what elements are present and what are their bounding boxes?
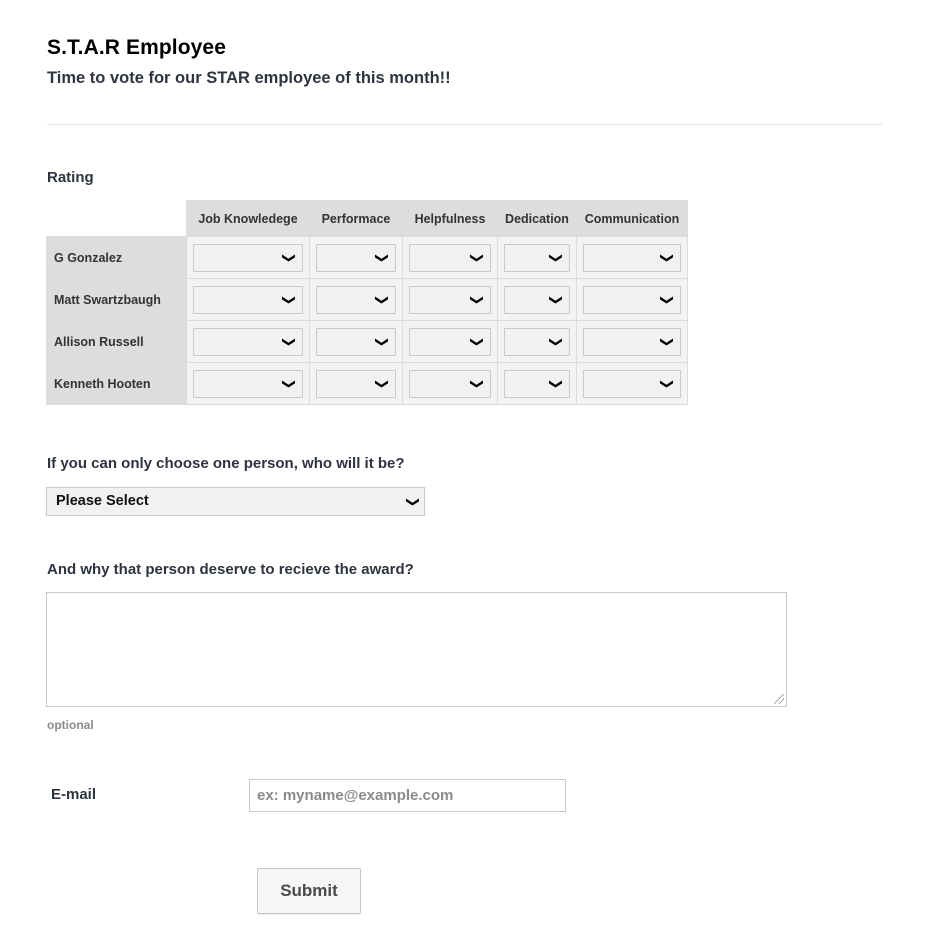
chevron-down-icon: ❯ [374, 252, 390, 263]
matrix-col-helpfulness: Helpfulness [403, 201, 498, 237]
email-field[interactable] [249, 779, 566, 812]
rating-select[interactable] [583, 244, 681, 272]
rating-select[interactable] [504, 328, 570, 356]
matrix-cell [498, 237, 577, 279]
matrix-col-job-knowledge: Job Knowledege [187, 201, 310, 237]
matrix-cell [577, 279, 688, 321]
matrix-cell [403, 237, 498, 279]
header-divider [47, 124, 882, 125]
email-placeholder: ex: myname@example.com [257, 787, 454, 804]
chevron-down-icon: ❯ [281, 294, 297, 305]
rating-select[interactable] [316, 244, 396, 272]
rating-label: Rating [47, 169, 94, 186]
form-subtitle: Time to vote for our STAR employee of this month!! [47, 69, 451, 87]
email-label: E-mail [51, 786, 97, 803]
matrix-cell [577, 321, 688, 363]
rating-select[interactable] [504, 370, 570, 398]
chevron-down-icon: ❯ [548, 252, 564, 263]
choose-person-select[interactable] [46, 487, 425, 516]
matrix-cell [577, 237, 688, 279]
matrix-cell [403, 279, 498, 321]
form-title: S.T.A.R Employee [47, 36, 226, 59]
chevron-down-icon: ❯ [374, 336, 390, 347]
rating-matrix [46, 200, 688, 405]
rating-select[interactable] [583, 370, 681, 398]
rating-select[interactable] [193, 370, 303, 398]
matrix-cell [403, 363, 498, 405]
chevron-down-icon: ❯ [281, 336, 297, 347]
rating-select[interactable] [316, 286, 396, 314]
matrix-cell [310, 279, 403, 321]
chevron-down-icon: ❯ [281, 378, 297, 389]
table-row [47, 321, 688, 363]
rating-select[interactable] [504, 244, 570, 272]
rating-select[interactable] [316, 328, 396, 356]
reason-textarea[interactable] [46, 592, 787, 707]
rating-select[interactable] [409, 328, 491, 356]
matrix-row-label: G Gonzalez [47, 237, 187, 279]
matrix-cell [310, 363, 403, 405]
matrix-col-performance: Performace [310, 201, 403, 237]
matrix-row-label: Kenneth Hooten [47, 363, 187, 405]
rating-select[interactable] [193, 244, 303, 272]
rating-select[interactable] [193, 328, 303, 356]
matrix-cell [187, 279, 310, 321]
rating-select[interactable] [316, 370, 396, 398]
matrix-corner [47, 201, 187, 237]
matrix-cell [310, 321, 403, 363]
matrix-col-dedication: Dedication [498, 201, 577, 237]
reason-label: And why that person deserve to recieve the award? [47, 561, 414, 578]
chevron-down-icon: ❯ [405, 496, 421, 507]
chevron-down-icon: ❯ [659, 294, 675, 305]
matrix-cell [498, 321, 577, 363]
rating-select[interactable] [504, 286, 570, 314]
rating-select[interactable] [409, 370, 491, 398]
rating-select[interactable] [409, 286, 491, 314]
chevron-down-icon: ❯ [469, 294, 485, 305]
matrix-cell [187, 321, 310, 363]
matrix-cell [310, 237, 403, 279]
matrix-cell [577, 363, 688, 405]
matrix-cell [403, 321, 498, 363]
chevron-down-icon: ❯ [659, 378, 675, 389]
optional-hint: optional [47, 718, 94, 732]
rating-select[interactable] [409, 244, 491, 272]
rating-select[interactable] [583, 286, 681, 314]
matrix-row-label: Allison Russell [47, 321, 187, 363]
choose-label: If you can only choose one person, who will it be? [47, 455, 405, 472]
rating-select[interactable] [583, 328, 681, 356]
matrix-header-row [47, 201, 688, 237]
submit-button[interactable]: Submit [257, 868, 361, 914]
matrix-col-communication: Communication [577, 201, 688, 237]
choose-selected-value: Please Select [56, 493, 149, 509]
chevron-down-icon: ❯ [469, 252, 485, 263]
matrix-cell [187, 363, 310, 405]
chevron-down-icon: ❯ [469, 336, 485, 347]
resize-grip-icon[interactable] [774, 694, 784, 704]
table-row [47, 237, 688, 279]
chevron-down-icon: ❯ [469, 378, 485, 389]
table-row [47, 279, 688, 321]
chevron-down-icon: ❯ [281, 252, 297, 263]
matrix-cell [187, 237, 310, 279]
chevron-down-icon: ❯ [374, 378, 390, 389]
chevron-down-icon: ❯ [659, 336, 675, 347]
chevron-down-icon: ❯ [659, 252, 675, 263]
table-row [47, 363, 688, 405]
matrix-row-label: Matt Swartzbaugh [47, 279, 187, 321]
matrix-cell [498, 363, 577, 405]
chevron-down-icon: ❯ [548, 378, 564, 389]
chevron-down-icon: ❯ [548, 294, 564, 305]
chevron-down-icon: ❯ [374, 294, 390, 305]
matrix-cell [498, 279, 577, 321]
rating-select[interactable] [193, 286, 303, 314]
chevron-down-icon: ❯ [548, 336, 564, 347]
